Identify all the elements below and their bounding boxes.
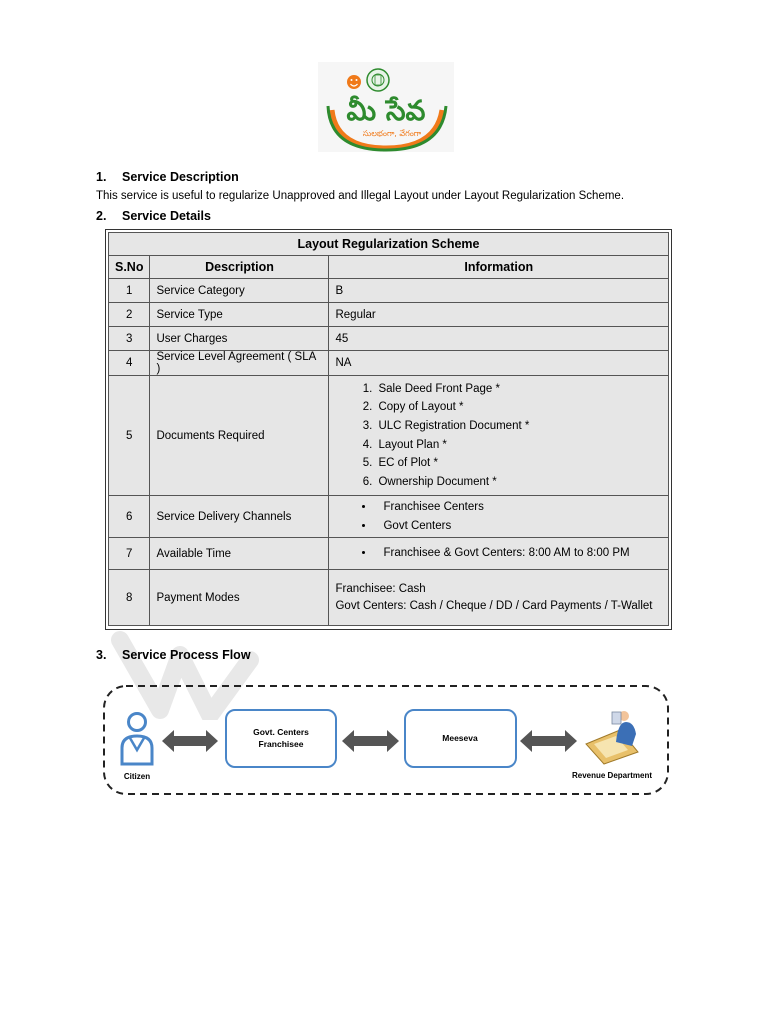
- table-title: Layout Regularization Scheme: [109, 233, 669, 256]
- table-row: 3 User Charges 45: [109, 327, 669, 351]
- meeseva-logo: [318, 62, 454, 152]
- documents-list: [335, 380, 662, 492]
- list-item: 2. Copy of Layout *: [375, 398, 662, 417]
- channels-cell: [329, 496, 669, 538]
- double-arrow-icon: [342, 730, 399, 752]
- list-item: • Franchisee & Govt Centers: 8:00 AM to 8:00 PM: [375, 544, 662, 563]
- list-item: • Govt Centers: [375, 517, 662, 536]
- table-row: 5 Documents Required 1. Sale Deed Front Page * 2. Copy of Layout * 3. ULC Registration Document * 4. Layout Plan * 5. EC of Plot * 6. Ownership Document *: [109, 376, 669, 496]
- service-details-table: [105, 229, 672, 630]
- table-row: 8 Payment Modes Franchisee: Cash Govt Centers: Cash / Cheque / DD / Card Payments / T-Wallet: [109, 570, 669, 626]
- emblem-icon: [367, 69, 389, 91]
- documents-cell: [329, 376, 669, 496]
- process-flow-diagram: [100, 682, 672, 798]
- list-item: • Franchisee Centers: [375, 498, 662, 517]
- service-description-text: This service is useful to regularize Unapproved and Illegal Layout under Layout Regularization Scheme.: [96, 190, 625, 202]
- channels-list: [335, 498, 662, 535]
- double-arrow-icon: [520, 730, 577, 752]
- revenue-department-label: Revenue Department: [571, 771, 653, 780]
- meeseva-label: Meeseva: [442, 733, 478, 743]
- citizen-icon: [122, 714, 152, 765]
- section-3-heading: 3. Service Process Flow: [96, 648, 251, 662]
- time-cell: [329, 538, 669, 570]
- logo-title: మీ సేవ: [346, 94, 426, 127]
- double-arrow-icon: [162, 730, 218, 752]
- list-item: 4. Layout Plan *: [375, 436, 662, 455]
- table-row: 4 Service Level Agreement ( SLA ) NA: [109, 351, 669, 376]
- logo-tagline: సులభంగా, వేగంగా: [362, 129, 422, 138]
- list-item: 5. EC of Plot *: [375, 454, 662, 473]
- header-description: Description: [150, 256, 329, 279]
- table-row: 7 Available Time • Franchisee & Govt Centers: 8:00 AM to 8:00 PM: [109, 538, 669, 570]
- section-1-heading: 1. Service Description: [96, 170, 239, 184]
- revenue-department-icon: [586, 711, 638, 764]
- smiley-icon: [347, 75, 361, 89]
- time-list: [335, 544, 662, 563]
- list-item: 3. ULC Registration Document *: [375, 417, 662, 436]
- franchisee-label: Franchisee: [258, 739, 304, 749]
- list-item: 6. Ownership Document *: [375, 473, 662, 492]
- table-row: 2 Service Type Regular: [109, 303, 669, 327]
- payment-cell: Franchisee: Cash Govt Centers: Cash / Cheque / DD / Card Payments / T-Wallet: [329, 570, 669, 626]
- govt-centers-label: Govt. Centers: [253, 727, 309, 737]
- table-row: 6 Service Delivery Channels • Franchisee Centers • Govt Centers: [109, 496, 669, 538]
- header-sno: S.No: [109, 256, 150, 279]
- list-item: 1. Sale Deed Front Page *: [375, 380, 662, 399]
- section-2-heading: 2. Service Details: [96, 209, 211, 223]
- table-row: 1 Service Category B: [109, 279, 669, 303]
- header-information: Information: [329, 256, 669, 279]
- citizen-label: Citizen: [123, 772, 151, 781]
